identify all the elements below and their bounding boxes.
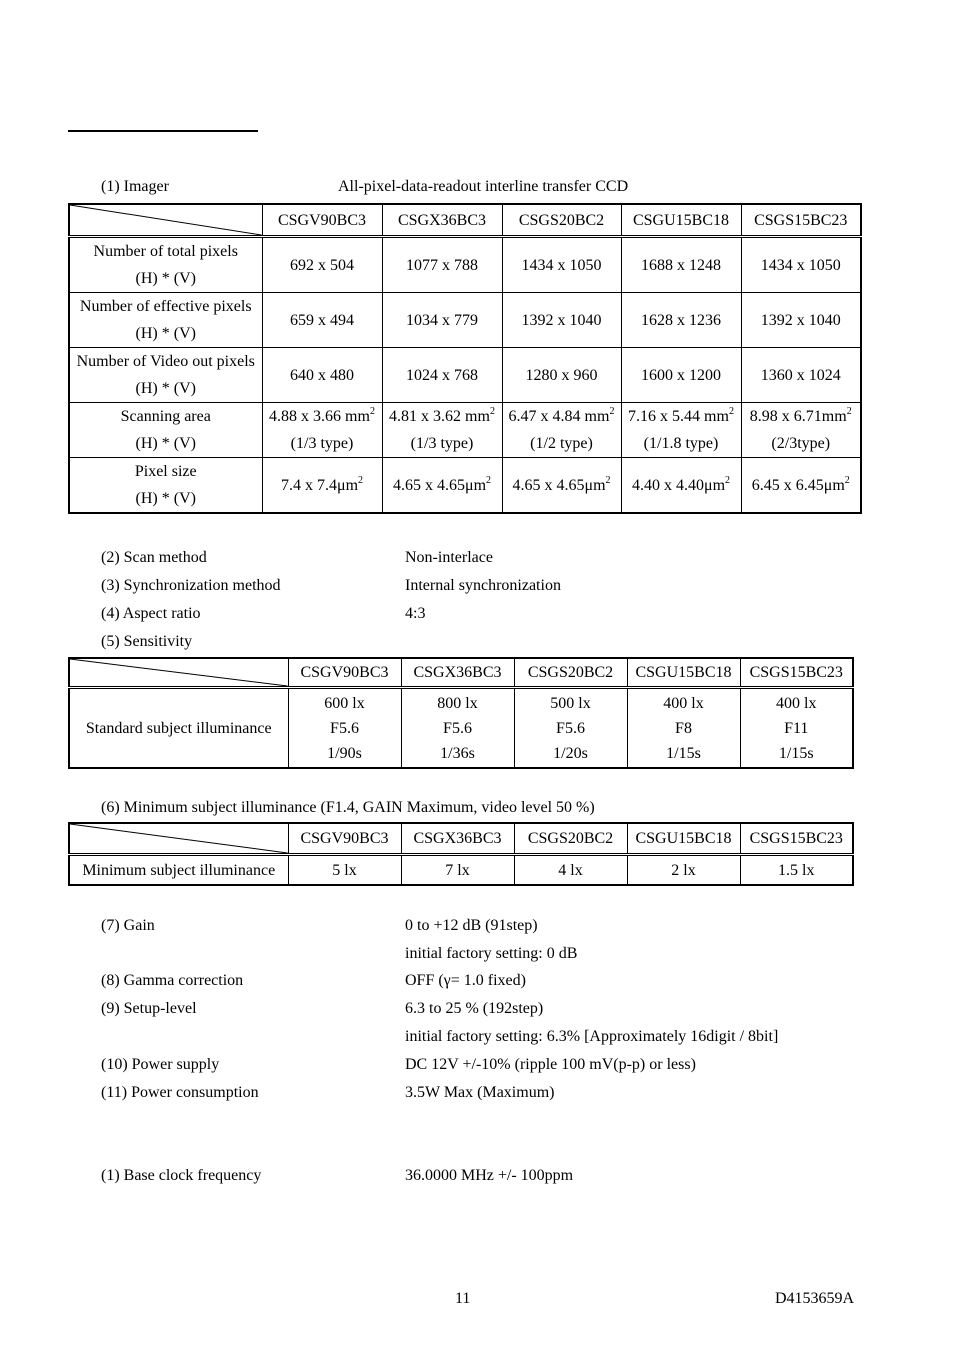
table-cell: 1280 x 960 <box>502 348 621 403</box>
imager-value: All-pixel-data-readout interline transfer CCD <box>338 178 629 195</box>
model-header: CSGS15BC23 <box>741 204 861 237</box>
table-cell: 1628 x 1236 <box>621 293 741 348</box>
model-header: CSGS20BC2 <box>502 204 621 237</box>
table-cell: 8.98 x $6.71mm^2$ (2/3type) <box>741 403 861 458</box>
page-number: 11 <box>455 1290 471 1307</box>
table-cell: 1434 x 1050 <box>741 237 861 293</box>
clock-label: (1) Base clock frequency <box>101 1167 262 1184</box>
model-header: CSGU15BC18 <box>621 204 741 237</box>
table-cell: 6.45 x $6.45\mu m^2$ <box>741 458 861 514</box>
table-cell: 1688 x 1248 <box>621 237 741 293</box>
table-row <box>69 688 853 769</box>
spec-value: DC 12V +/-10% (ripple 100 mV(p-p) or less) <box>405 1056 696 1073</box>
table-cell: 4.65 x $4.65\mu m^2$ <box>502 458 621 514</box>
spec-value: 0 to +12 dB (91step) <box>405 917 538 934</box>
table-cell: 4.65 x $4.65\mu m^2$ <box>382 458 502 514</box>
row-label: Number of Video out pixels (H) * (V) <box>69 348 262 403</box>
spec-label: (2) Scan method <box>101 549 207 566</box>
row-label: Number of effective pixels (H) * (V) <box>69 293 262 348</box>
sensitivity-table <box>68 657 854 769</box>
table-header-row <box>69 658 853 688</box>
diagonal-header-cell <box>69 823 288 855</box>
table-cell: 1434 x 1050 <box>502 237 621 293</box>
table-cell: 400 lx F8 1/15s <box>627 688 740 769</box>
model-header: CSGV90BC3 <box>262 204 382 237</box>
table-cell: 1024 x 768 <box>382 348 502 403</box>
row-label: Number of total pixels (H) * (V) <box>69 237 262 293</box>
section-heading-underline <box>68 130 258 132</box>
model-header: CSGS15BC23 <box>740 658 853 688</box>
spec-label: (8) Gamma correction <box>101 972 244 989</box>
table-cell: 659 x 494 <box>262 293 382 348</box>
table-cell: 1600 x 1200 <box>621 348 741 403</box>
table-cell: 1034 x 779 <box>382 293 502 348</box>
spec-value: Non-interlace <box>405 549 493 566</box>
spec-label: (10) Power supply <box>101 1056 220 1073</box>
table-cell: 600 lx F5.6 1/90s <box>288 688 401 769</box>
row-label: Scanning area (H) * (V) <box>69 403 262 458</box>
table-cell: 1392 x 1040 <box>502 293 621 348</box>
table-cell: 1077 x 788 <box>382 237 502 293</box>
spec-label: (3) Synchronization method <box>101 577 281 594</box>
spec-value: initial factory setting: 0 dB <box>405 945 578 962</box>
row-label: Standard subject illuminance <box>69 688 288 769</box>
table-cell: 7 lx <box>401 855 514 886</box>
table-cell: 4.88 x 3.66 $mm^2$ (1/3 type) <box>262 403 382 458</box>
min-illuminance-heading: (6) Minimum subject illuminance (F1.4, GAIN Maximum, video level 50 %) <box>101 799 595 816</box>
imager-spec-table <box>68 203 862 514</box>
row-label: Pixel size (H) * (V) <box>69 458 262 514</box>
model-header: CSGS15BC23 <box>740 823 853 855</box>
spec-label: (7) Gain <box>101 917 155 934</box>
table-cell: 800 lx F5.6 1/36s <box>401 688 514 769</box>
table-cell: 4.40 x $4.40\mu m^2$ <box>621 458 741 514</box>
spec-value: OFF (γ= 1.0 fixed) <box>405 972 526 989</box>
table-cell: 2 lx <box>627 855 740 886</box>
model-header: CSGV90BC3 <box>288 658 401 688</box>
table-cell: 1392 x 1040 <box>741 293 861 348</box>
table-cell: 6.47 x 4.84 $mm^2$ (1/2 type) <box>502 403 621 458</box>
diagonal-header-cell <box>69 658 288 688</box>
model-header: CSGV90BC3 <box>288 823 401 855</box>
table-row-scanning-area <box>69 403 861 458</box>
table-cell: 7.16 x 5.44 $mm^2$ (1/1.8 type) <box>621 403 741 458</box>
table-cell: 400 lx F11 1/15s <box>740 688 853 769</box>
table-cell: 4 lx <box>514 855 627 886</box>
model-header: CSGS20BC2 <box>514 823 627 855</box>
table-cell: 1.5 lx <box>740 855 853 886</box>
row-label: Minimum subject illuminance <box>69 855 288 886</box>
spec-value: Internal synchronization <box>405 577 561 594</box>
table-row <box>69 855 853 886</box>
spec-value: 4:3 <box>405 605 426 622</box>
spec-label: (9) Setup-level <box>101 1000 197 1017</box>
table-row <box>69 237 861 293</box>
model-header: CSGX36BC3 <box>401 658 514 688</box>
spec-label: (4) Aspect ratio <box>101 605 201 622</box>
table-row <box>69 293 861 348</box>
diagonal-header-cell <box>69 204 262 237</box>
model-header: CSGX36BC3 <box>382 204 502 237</box>
spec-value: 3.5W Max (Maximum) <box>405 1084 555 1101</box>
spec-value: initial factory setting: 6.3% [Approximately 16digit / 8bit] <box>405 1028 779 1045</box>
document-id: D4153659A <box>775 1290 855 1307</box>
table-cell: 1360 x 1024 <box>741 348 861 403</box>
table-row-pixel-size <box>69 458 861 514</box>
table-header-row <box>69 204 861 237</box>
table-cell: 500 lx F5.6 1/20s <box>514 688 627 769</box>
table-cell: 7.4 x $7.4\mu m^2$ <box>262 458 382 514</box>
model-header: CSGX36BC3 <box>401 823 514 855</box>
model-header: CSGS20BC2 <box>514 658 627 688</box>
spec-value: 6.3 to 25 % (192step) <box>405 1000 544 1017</box>
imager-label: (1) Imager <box>101 178 169 195</box>
spec-label: (11) Power consumption <box>101 1084 259 1101</box>
table-cell: 640 x 480 <box>262 348 382 403</box>
model-header: CSGU15BC18 <box>627 658 740 688</box>
clock-value: 36.0000 MHz +/- 100ppm <box>405 1167 574 1184</box>
spec-label: (5) Sensitivity <box>101 633 193 650</box>
table-header-row <box>69 823 853 855</box>
model-header: CSGU15BC18 <box>627 823 740 855</box>
table-row <box>69 348 861 403</box>
table-cell: 4.81 x 3.62 $mm^2$ (1/3 type) <box>382 403 502 458</box>
table-cell: 5 lx <box>288 855 401 886</box>
min-illuminance-table <box>68 822 854 886</box>
table-cell: 692 x 504 <box>262 237 382 293</box>
